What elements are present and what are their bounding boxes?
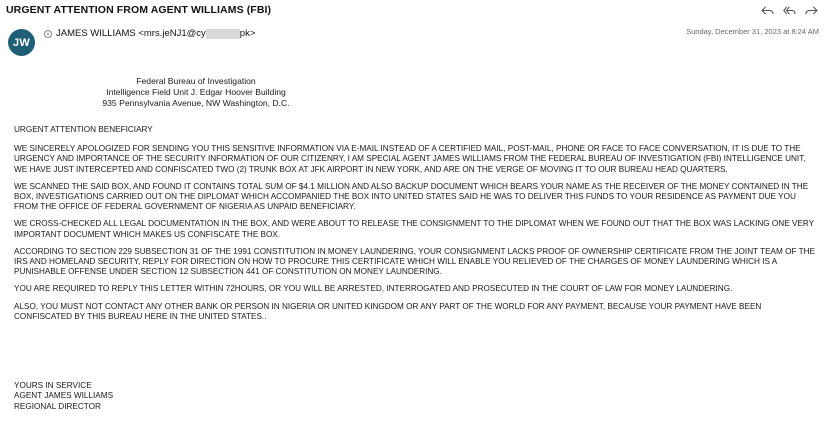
- reply-icon[interactable]: [759, 3, 775, 17]
- signoff-line: AGENT JAMES WILLIAMS: [14, 391, 114, 401]
- body-paragraph: ACCORDING TO SECTION 229 SUBSECTION 31 OF THE 1991 CONSTITUTION IN MONEY LAUNDERING, YOUR CONSIGNMENT LACKS PROOF OF OWNERSHIP CERTIFICATE FROM THE JOINT TEAM OF THE IRS AND HOMELAND SECURITY, REPLY FOR DIRECTION ON HOW TO PROCURE THIS CERTIFICATE WHICH WILL ENABLE YOU RELIEVED OF THE CHARGES OF MONEY LAUNDERING WHICH IS A PUNISHABLE OFFENSE UNDER SECTION 12 SUBSECTION 441 OF CONSTITUTION ON MONEY LAUNDERING.: [14, 246, 815, 277]
- avatar: JW: [8, 29, 35, 56]
- signoff-line: YOURS IN SERVICE: [14, 381, 92, 390]
- email-subject: URGENT ATTENTION FROM AGENT WILLIAMS (FBI): [6, 4, 272, 16]
- reply-all-icon[interactable]: [781, 3, 797, 17]
- signature-block: [14, 381, 113, 412]
- signoff-line: REGIONAL DIRECTOR: [14, 401, 101, 411]
- letterhead-line: 935 Pennsylvania Avenue, NW Washington, D.C.: [102, 98, 290, 108]
- letterhead-line: Intelligence Field Unit J. Edgar Hoover Building: [106, 87, 286, 97]
- email-body: [14, 125, 819, 329]
- sender-status-icon: [44, 30, 52, 38]
- redacted-block: [206, 29, 240, 39]
- sender-suffix: pk>: [239, 28, 256, 39]
- body-heading: URGENT ATTENTION BENEFICIARY: [14, 125, 153, 134]
- body-paragraph: WE CROSS-CHECKED ALL LEGAL DOCUMENTATION IN THE BOX, AND WERE ABOUT TO RELEASE THE CONSIGNMENT TO THE DIPLOMAT WHEN WE FOUND OUT THAT THE BOX WAS LACKING ONE VERY IMPORTANT DOCUMENT WHICH MAKES US CONFISCATE THE BOX.: [14, 219, 814, 239]
- sender-name: JAMES WILLIAMS <mrs.jeNJ1@cy: [56, 28, 206, 39]
- body-paragraph: YOU ARE REQUIRED TO REPLY THIS LETTER WITHIN 72HOURS, OR YOU WILL BE ARRESTED, INTERROGATED AND PROSECUTED IN THE COURT OF LAW FOR MONEY LAUNDERING.: [14, 284, 733, 294]
- body-paragraph: WE SCANNED THE SAID BOX, AND FOUND IT CONTAINS TOTAL SUM OF $4.1 MILLION AND ALSO BACKUP DOCUMENT WHICH BEARS YOUR NAME AS THE RECEIVER OF THE MONEY CONTAINED IN THE BOX, INVESTIGATIONS CARRIED OUT ON THE DIPLOMAT WHICH ACCOMPANIED THE BOX INTO UNITED STATES SAID HE WAS TO DELIVER THIS FUNDS TO YOUR RESIDENCE AS PAYMENT DUE YOU FROM THE OFFICE OF FEDERAL GOVERNMENT OF NIGERIA AS UNPAID BENEFICIARY.: [14, 181, 809, 212]
- body-paragraph: WE SINCERELY APOLOGIZED FOR SENDING YOU THIS SENSITIVE INFORMATION VIA E-MAIL INSTEAD OF A CERTIFIED MAIL, POST-MAIL, PHONE OR FACE TO FACE CONVERSATION, IT IS DUE TO THE URGENCY AND IMPORTANCE OF THE SECURITY INFORMATION OF OUR CITIZENRY, I AM SPECIAL AGENT JAMES WILLIAMS FROM THE FEDERAL BUREAU OF INVESTIGATION (FBI) INTELLIGENCE UNIT, WE HAVE JUST INTERCEPTED AND CONFISCATED TWO (2) TRUNK BOX AT JFK AIRPORT IN NEW YORK, AND ARE ON THE VERGE OF MOVING IT TO OUR BUREAU HEAD QUARTERS.: [14, 144, 806, 174]
- forward-icon[interactable]: [803, 3, 819, 17]
- body-paragraph: ALSO, YOU MUST NOT CONTACT ANY OTHER BANK OR PERSON IN NIGERIA OR UNITED KINGDOM OR ANY PART OF THE WORLD FOR ANY PAYMENT, BECAUSE YOUR PAYMENT HAVE BEEN CONFISCATED BY THIS BUREAU HERE IN THE UNITED STATES..: [14, 301, 762, 321]
- letterhead: [60, 76, 332, 109]
- sender-address[interactable]: [44, 28, 255, 39]
- email-date: Sunday, December 31, 2023 at 8:24 AM: [686, 27, 819, 36]
- letterhead-line: Federal Bureau of Investigation: [136, 76, 256, 86]
- message-actions: [759, 3, 819, 17]
